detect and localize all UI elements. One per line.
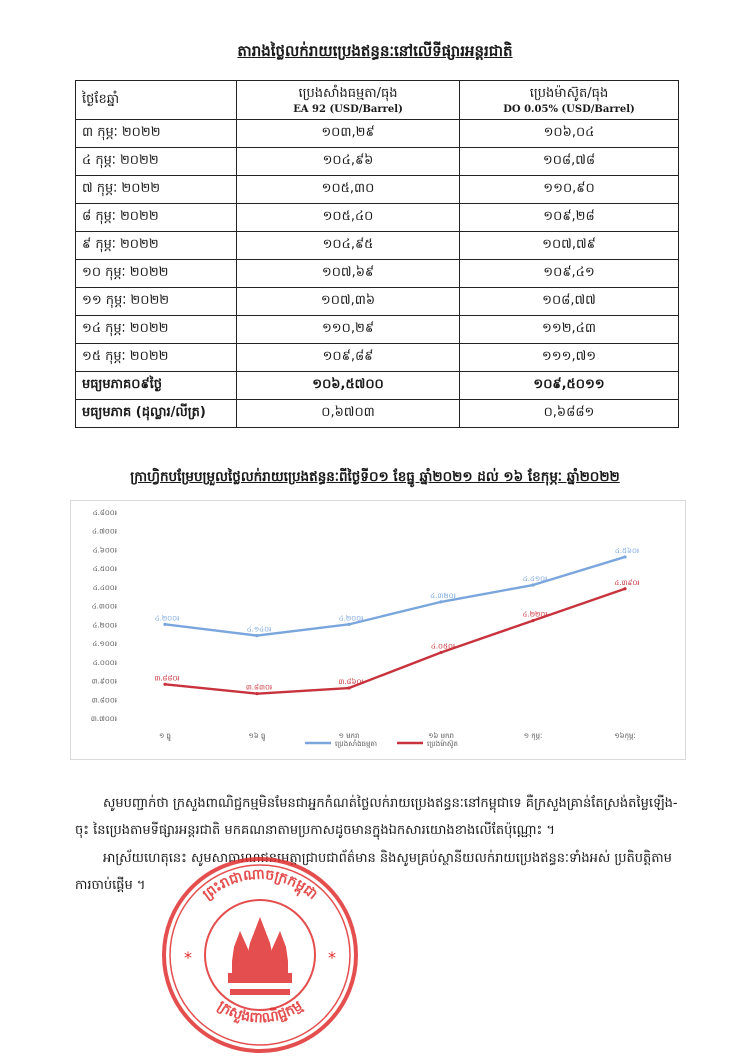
table-header-row <box>76 81 679 120</box>
table-row <box>76 344 679 372</box>
row-gasoline: ១០៣,២៩ <box>237 120 460 148</box>
data-label: ៣.៨៣០៛ <box>245 683 273 692</box>
data-point <box>439 651 442 654</box>
header-gasoline-label: ប្រេងសាំងធម្មតា/ធុង <box>298 86 398 101</box>
table-row <box>76 148 679 176</box>
row-date: ១៥ កុម្ភៈ ២០២២ <box>76 344 237 372</box>
row-diesel: ១០៦,០៤ <box>460 120 679 148</box>
row-date: ៣ កុម្ភៈ ២០២២ <box>76 120 237 148</box>
x-tick-label: ១ កុម្ភៈ <box>523 732 543 740</box>
y-tick-label: ៤.២០០៛ <box>92 621 117 630</box>
data-point <box>163 623 166 626</box>
data-point <box>255 692 258 695</box>
table-row <box>76 288 679 316</box>
average-row <box>76 372 679 400</box>
header-date: ថ្ងៃខែឆ្នាំ <box>76 81 237 120</box>
data-point <box>531 619 534 622</box>
data-point <box>623 587 626 590</box>
row-gasoline: ១០៤,៩៥ <box>237 232 460 260</box>
legend-label: ប្រេងសាំងធម្មតា <box>335 740 378 748</box>
row-gasoline: ១០៧,៦៩ <box>237 260 460 288</box>
row-diesel: ១០៨,៧៨ <box>460 148 679 176</box>
price-line-chart <box>70 500 686 760</box>
table-row <box>76 316 679 344</box>
per-liter-label: មធ្យមភាគ (ដុល្លារ/លីត្រ) <box>76 400 237 428</box>
per-liter-gasoline: ០,៦៧០៣ <box>237 400 460 428</box>
row-gasoline: ១០៤,៩៦ <box>237 148 460 176</box>
y-tick-label: ៣.៨០០៛ <box>91 696 117 705</box>
data-label: ៤.១៤០៛ <box>246 625 272 634</box>
data-point <box>347 623 350 626</box>
ministry-seal <box>160 855 360 1055</box>
x-tick-label: ១៦កុម្ភៈ <box>614 732 636 740</box>
chart-frame <box>71 501 686 760</box>
row-diesel: ១១២,៤៣ <box>460 316 679 344</box>
row-diesel: ១០៩,២៨ <box>460 204 679 232</box>
data-label: ៤.៣២០៛ <box>430 591 456 600</box>
row-diesel: ១១១,៧១ <box>460 344 679 372</box>
data-label: ៤.២២០៛ <box>522 610 548 619</box>
document-title: តារាងថ្លៃលក់រាយប្រេងឥន្ធនៈនៅលើទីផ្សារអន្តរជាតិ <box>237 42 513 60</box>
y-tick-label: ៤.៧០០៛ <box>91 527 117 536</box>
data-point <box>255 634 258 637</box>
x-tick-label: ១៦ ធ្នូ <box>248 732 266 740</box>
seal-bottom-text: ក្រសួងពាណិជ្ជកម្ម <box>214 997 306 1027</box>
table-row <box>76 204 679 232</box>
y-tick-label: ៤.០០០៛ <box>92 658 117 667</box>
row-date: ១០ កុម្ភៈ ២០២២ <box>76 260 237 288</box>
instruction-paragraph: អាស្រ័យហេតុនេះ សូមសាធារណជនមេត្តាជ្រាបជាព័ត៌មាន និងសូមគ្រប់ស្ថានីយលក់រាយប្រេងឥន្ធនៈទាំងអស់ ប្រតិបត្តិតាមការចាប់ផ្ដើម ។ <box>75 851 672 893</box>
x-tick-label: ១ មករា <box>338 732 360 740</box>
y-tick-label: ៤.៨០០៛ <box>92 509 117 517</box>
table-row <box>76 232 679 260</box>
row-gasoline: ១០៧,៣៦ <box>237 288 460 316</box>
table-row <box>76 260 679 288</box>
data-point <box>531 583 534 586</box>
seal-top-text: ព្រះរាជាណាចក្រកម្ពុជា <box>199 866 321 904</box>
temple-emblem-icon <box>228 917 292 995</box>
row-date: ៧ កុម្ភៈ ២០២២ <box>76 176 237 204</box>
x-tick-label: ១៦ មករា <box>428 732 454 740</box>
y-tick-label: ៣.៩០០៛ <box>91 677 117 686</box>
data-label: ៣.៨៦០៛ <box>338 678 364 687</box>
data-label: ៤.២០០៛ <box>154 614 180 623</box>
average-diesel: ១០៩,៥០១១ <box>460 372 679 400</box>
header-diesel-label: ប្រេងម៉ាស៊ូត/ធុង <box>529 86 609 101</box>
seal-star-left: * <box>184 948 192 967</box>
table-row <box>76 120 679 148</box>
header-gasoline <box>237 81 460 120</box>
row-date: ៤ កុម្ភៈ ២០២២ <box>76 148 237 176</box>
data-point <box>439 600 442 603</box>
data-point <box>623 555 626 558</box>
row-diesel: ១០៩,៤១ <box>460 260 679 288</box>
y-tick-label: ៤.៥០០៛ <box>92 565 117 574</box>
data-label: ៣.៨៨០៛ <box>154 674 180 683</box>
data-label: ៤.៣៩០៛ <box>614 578 640 587</box>
row-diesel: ១០៧,៧៩ <box>460 232 679 260</box>
row-gasoline: ១០៥,៣០ <box>237 176 460 204</box>
row-gasoline: ១០៩,៨៩ <box>237 344 460 372</box>
note-paragraph: សូមបញ្ជាក់ថា ក្រសួងពាណិជ្ជកម្មមិនមែនជាអ្នកកំណត់ថ្លៃលក់រាយប្រេងឥន្ធនៈនៅកម្ពុជាទេ គឺក្រសួងគ្រាន់តែស្រង់តម្លៃឡើង-ចុះ នៃប្រេងតាមទីផ្សារអន្តរជាតិ មកគណនាតាមប្រកាសដូចមានក្នុងឯកសារយោងខាងលើតែប៉ុណ្ណោះ ។ <box>75 796 678 838</box>
y-tick-label: ៤.១០០៛ <box>92 640 117 649</box>
data-label: ៤.០៥០៛ <box>430 642 456 651</box>
y-tick-label: ៣.៧០០៛ <box>90 715 117 723</box>
row-diesel: ១១០,៩០ <box>460 176 679 204</box>
row-date: ៩ កុម្ភៈ ២០២២ <box>76 232 237 260</box>
row-gasoline: ១១០,២៩ <box>237 316 460 344</box>
data-label: ៤.២០០៛ <box>338 614 364 623</box>
seal-star-right: * <box>328 948 336 967</box>
header-diesel <box>460 81 679 120</box>
table-row <box>76 176 679 204</box>
data-label: ៤.៤១០៛ <box>522 575 548 584</box>
data-point <box>347 686 350 689</box>
y-tick-label: ៤.៣០០៛ <box>91 602 117 611</box>
average-gasoline: ១០៦,៥៧០០ <box>237 372 460 400</box>
y-tick-label: ៤.៦០០៛ <box>92 546 117 555</box>
price-table <box>75 80 679 428</box>
row-date: ៨ កុម្ភៈ ២០២២ <box>76 204 237 232</box>
row-date: ១៤ កុម្ភៈ ២០២២ <box>76 316 237 344</box>
row-date: ១១ កុម្ភៈ ២០២២ <box>76 288 237 316</box>
legend-label: ប្រេងម៉ាស៊ូត <box>427 740 458 748</box>
y-tick-label: ៤.៤០០៛ <box>92 583 117 592</box>
data-label: ៤.៥៦០៛ <box>614 546 640 555</box>
header-gasoline-unit: EA 92 (USD/Barrel) <box>293 104 403 115</box>
x-tick-label: ១ ធ្នូ <box>159 732 171 740</box>
average-label: មធ្យមភាគ០៩ថ្ងៃ <box>76 372 237 400</box>
data-point <box>163 683 166 686</box>
row-diesel: ១០៨,៧៧ <box>460 288 679 316</box>
row-gasoline: ១០៥,៤០ <box>237 204 460 232</box>
per-liter-row <box>76 400 679 428</box>
chart-title: ក្រាហ្វិកបម្រែបម្រួលថ្លៃលក់រាយប្រេងឥន្ធនៈពីថ្ងៃទី០១ ខែធ្នូ ឆ្នាំ២០២១ ដល់ ១៦ ខែកុម្ភៈ ឆ្នាំ២០២២ <box>130 469 620 485</box>
per-liter-diesel: ០,៦៨៨១ <box>460 400 679 428</box>
header-diesel-unit: DO 0.05% (USD/Barrel) <box>503 104 635 115</box>
